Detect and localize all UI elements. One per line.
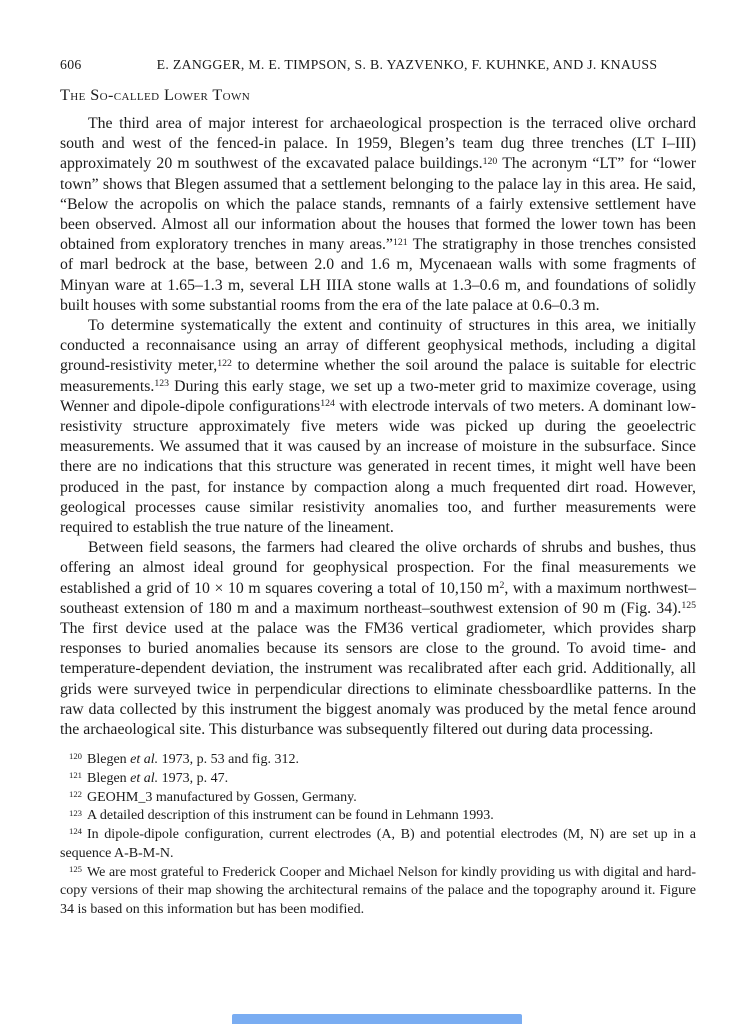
footnote-number: 120 [69,751,83,762]
footnote-text: Blegen et al. 1973, p. 53 and fig. 312. [87,752,299,768]
footnotes-section [60,751,696,919]
body-text [60,114,696,740]
footnote-text: In dipole-dipole configuration, current electrodes (A, B) and potential electrodes (M, N) are set up in a sequence A-B-M-N. [60,827,696,861]
footnote-120 [60,751,696,770]
text-column [60,57,696,920]
body-paragraph-3: Between field seasons, the farmers had cleared the olive orchards of shrubs and bushes, thus offering an almost ideal ground for geophysical prospection. For the final measurements we established a grid of 10 × 10 m squares covering a total of 10,150 $m^2$, with a maximum northwest–southeast extension of 180 m and a maximum northeast–southwest extension of 90 m (Fig. 34).$^{125}$ The first device used at the palace was the FM36 vertical gradiometer, which provides sharp responses to buried anomalies because its sensors are close to the ground. To avoid time- and temperature-dependent deviation, the instrument was recalibrated after each grid. Additionally, all grids were surveyed twice in perpendicular directions to eliminate chessboardlike patterns. In the raw data collected by this instrument the biggest anomaly was produced by the metal fence around the archaeological site. This disturbance was subsequently filtered out during data processing. [60,539,696,739]
page-number: 606 [60,57,82,72]
footnote-text: We are most grateful to Frederick Cooper and Michael Nelson for kindly providing us with digital and hard-copy versions of their map showing the architectural remains of the palace and the topography around it. Figure 34 is based on this information but has been modified. [60,864,696,917]
footnote-123 [60,807,696,826]
footnote-text: GEOHM_3 manufactured by Gossen, Germany. [87,789,357,805]
footnote-122 [60,789,696,808]
footnote-number: 124 [69,826,83,837]
footnote-number: 125 [69,863,83,874]
footnote-124 [60,826,696,863]
horizontal-scrollbar-thumb[interactable] [232,1014,522,1024]
body-paragraph-1: The third area of major interest for archaeological prospection is the terraced olive orchard south and west of the fenced-in palace. In 1959, Blegen’s team dug three trenches (LT I–III) approximately 20 m southwest of the excavated palace buildings.$^{120}$ The acronym “LT” for “lower town” shows that Blegen assumed that a settlement belonging to the palace lay in this area. He said, “Below the acropolis on which the palace stands, remnants of a fairly extensive settlement have been observed. Almost all our information about the houses that formed the lower town has been obtained from exploratory trenches in many areas.”$^{121}$ The stratigraphy in those trenches consisted of marl bedrock at the base, between 2.0 and 1.6 m, Mycenaean walls with some fragments of Minyan ware at 1.65–1.3 m, several LH IIIA stone walls at 1.3–0.6 m, and foundations of solidly built houses with some substantial rooms from the era of the late palace at 0.6–0.3 m. [60,115,696,314]
footnote-number: 123 [69,807,83,818]
section-heading: The So-called Lower Town [60,86,251,104]
footnote-121 [60,770,696,789]
footnote-125 [60,864,696,920]
running-header [60,57,696,73]
footnote-text: A detailed description of this instrument can be found in Lehmann 1993. [87,808,494,824]
footnote-text: Blegen et al. 1973, p. 47. [87,771,229,786]
running-head-authors: E. ZANGGER, M. E. TIMPSON, S. B. YAZVENKO, F. KUHNKE, AND J. KNAUSS [156,57,658,72]
footnote-number: 121 [69,770,83,781]
footnote-number: 122 [69,788,83,799]
body-paragraph-2: To determine systematically the extent and continuity of structures in this area, we initially conducted a reconnaisance using an array of different geophysical methods, including a digital ground-resistivity meter,$^{122}$ to determine whether the soil around the palace is suitable for electric measurements.$^{123}$ During this early stage, we set up a two-meter grid to maximize coverage, using Wenner and dipole-dipole configurations$^{124}$ with electrode intervals of two meters. A dominant low-resistivity structure approximately five meters wide was picked up during the geoelectric measurements. We assumed that it was caused by an increase of moisture in the subsurface. Since there are no indications that this structure was generated in recent times, it might well have been produced in the past, for instance by compaction along a much frequented dirt road. However, geological processes cause similar resistivity anomalies too, and further measurements were required to establish the true nature of the lineament. [60,317,696,537]
